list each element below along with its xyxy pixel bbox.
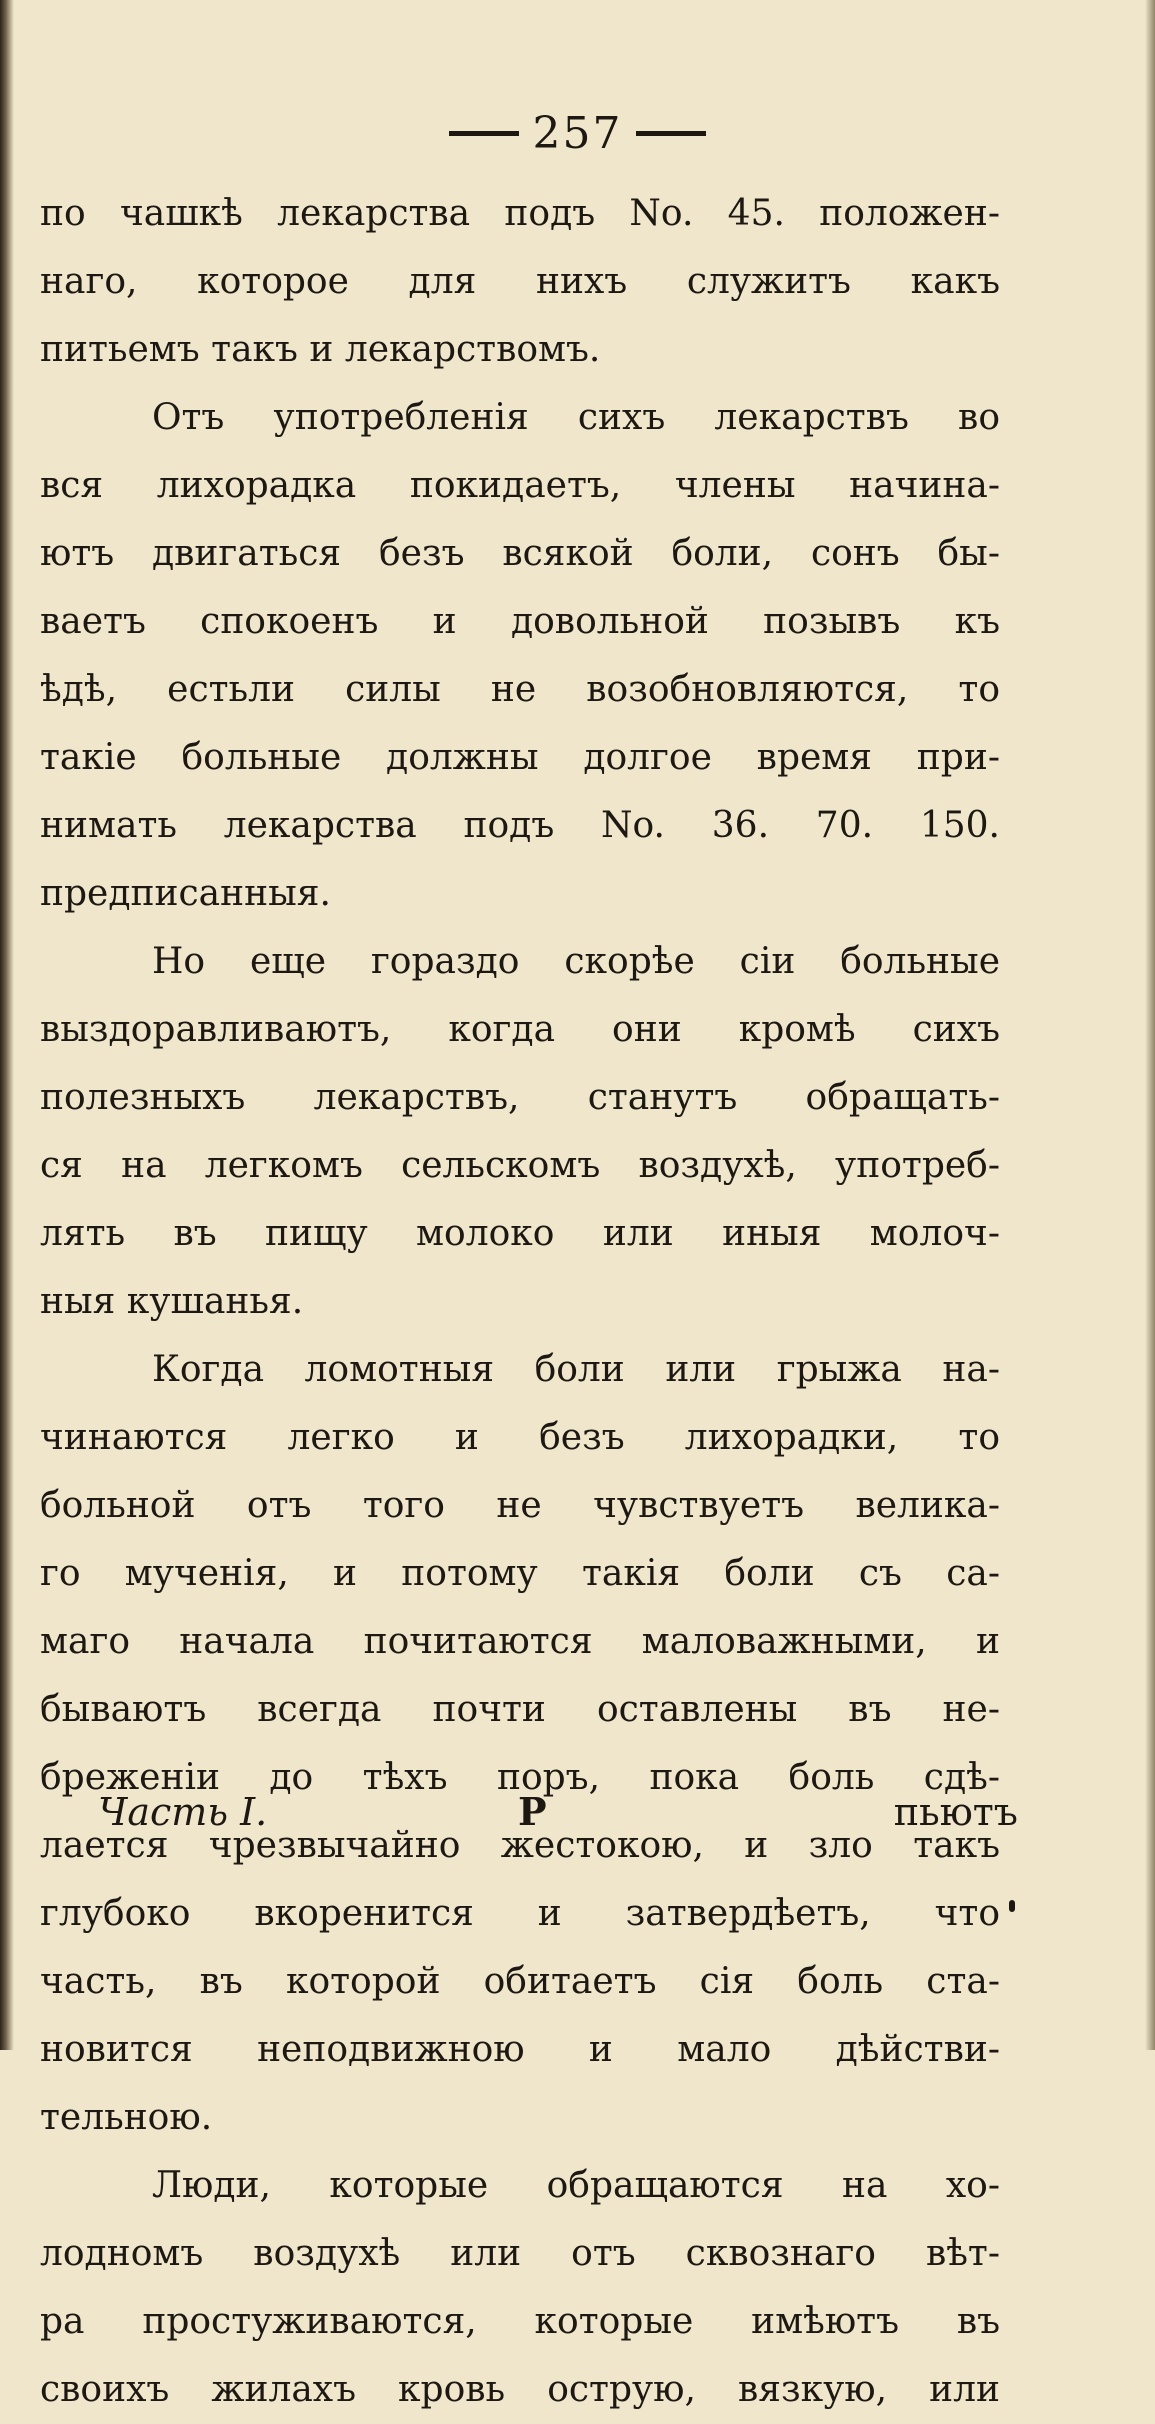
text-line: наго, которое для нихъ служитъ какъ: [40, 261, 1000, 302]
ink-speck: [1009, 1900, 1015, 1912]
page-gutter-shadow: [0, 0, 14, 2050]
text-line: лается чрезвычайно жестокою, и зло такъ: [40, 1825, 1000, 1866]
text-line: предписанныя.: [40, 873, 331, 914]
text-line: ныя кушанья.: [40, 1281, 304, 1322]
text-line: нимать лекарства подъ No. 36. 70. 150.: [40, 805, 1000, 846]
page-edge-shadow: [1145, 0, 1155, 2050]
text-line: питьемъ такъ и лекарствомъ.: [40, 329, 601, 370]
volume-signature: Часть I.: [98, 1790, 268, 1834]
text-line: чинаются легко и безъ лихорадки, то: [40, 1417, 1000, 1458]
text-line: глубоко вкоренится и затвердѣетъ, что: [40, 1893, 1000, 1934]
text-line: Но еще гораздо скорѣе сіи больные: [152, 941, 1000, 982]
text-line: ся на легкомъ сельскомъ воздухѣ, употреб-: [40, 1145, 1000, 1186]
text-line: ѣдѣ, естьли силы не возобновляются, то: [40, 669, 1000, 710]
header-dash-right: [636, 131, 706, 136]
text-line: ваетъ спокоенъ и довольной позывъ къ: [40, 601, 1000, 642]
text-line: часть, въ которой обитаетъ сія боль ста-: [40, 1961, 1000, 2002]
text-line: бреженіи до тѣхъ поръ, пока боль сдѣ-: [40, 1757, 1000, 1798]
page-number: 257: [532, 108, 623, 159]
text-line: тельною.: [40, 2097, 213, 2138]
text-line: ютъ двигаться безъ всякой боли, сонъ бы-: [40, 533, 1000, 574]
text-line: Отъ употребленія сихъ лекарствъ во: [152, 397, 1000, 438]
header-dash-left: [449, 131, 519, 136]
text-line: полезныхъ лекарствъ, станутъ обращать-: [40, 1077, 1000, 1118]
catchword: пьютъ: [893, 1790, 1018, 1834]
text-line: лять въ пищу молоко или иныя молоч-: [40, 1213, 1000, 1254]
page-footer: [98, 1782, 1018, 1842]
signature-letter: Р: [518, 1789, 547, 1834]
body-text: [40, 180, 1000, 2424]
text-line: Люди, которые обращаются на хо-: [152, 2165, 1000, 2206]
text-line: такіе больные должны долгое время при-: [40, 737, 1000, 778]
text-line: маго начала почитаются маловажными, и: [40, 1621, 1000, 1662]
text-line: по чашкѣ лекарства подъ No. 45. положен-: [40, 193, 1000, 234]
text-line: бываютъ всегда почти оставлены въ не-: [40, 1689, 1000, 1730]
text-line: новится неподвижною и мало дѣйстви-: [40, 2029, 1000, 2070]
page-header: [0, 108, 1155, 159]
text-line: своихъ жилахъ кровь острую, вязкую, или: [40, 2369, 1000, 2410]
text-line: лодномъ воздухѣ или отъ сквознаго вѣт-: [40, 2233, 1000, 2274]
text-line: ра простуживаются, которые имѣютъ въ: [40, 2301, 1000, 2342]
text-line: го мученія, и потому такія боли съ са-: [40, 1553, 1000, 1594]
text-line: выздоравливаютъ, когда они кромѣ сихъ: [40, 1009, 1000, 1050]
text-line: Когда ломотныя боли или грыжа на-: [152, 1349, 1000, 1390]
text-line: больной отъ того не чувствуетъ велика-: [40, 1485, 1000, 1526]
text-line: вся лихорадка покидаетъ, члены начина-: [40, 465, 1000, 506]
